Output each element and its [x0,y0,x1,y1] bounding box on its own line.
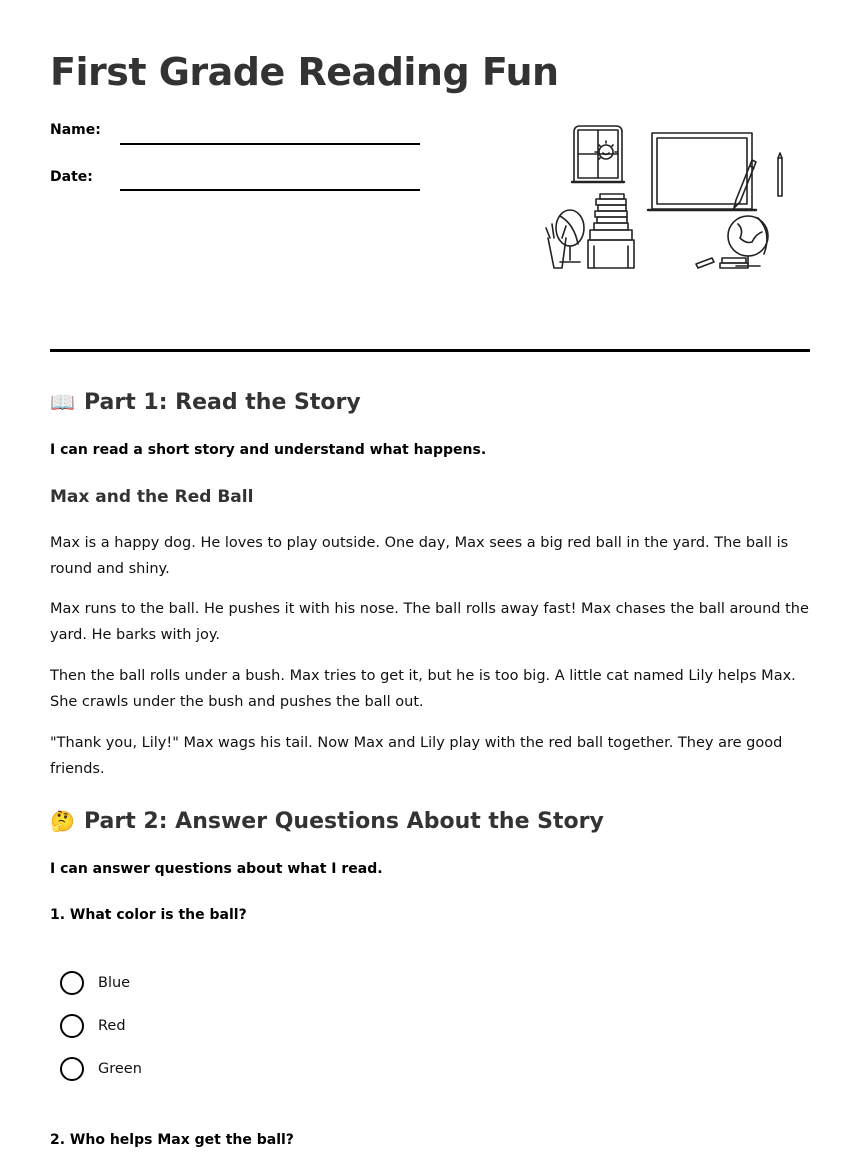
whiteboard-icon [648,133,756,210]
part2-heading [50,809,604,834]
part1-heading [50,390,361,415]
book-icon: 📖 [50,390,75,414]
page-title: First Grade Reading Fun [50,50,559,94]
date-label: Date: [50,169,93,185]
story-paragraph: Then the ball rolls under a bush. Max tries to get it, but he is too big. A little cat named Lily helps Max. She crawls under the bush and pushes the ball out. [50,668,796,710]
story-paragraph: Max is a happy dog. He loves to play outside. One day, Max sees a big red ball in the yard. The ball is round and shiny. [50,535,789,577]
classroom-illustration [540,120,790,275]
option-label: Red [98,1018,126,1034]
part1-heading-text: Part 1: Read the Story [84,390,361,415]
crayon-icon [696,258,714,268]
answer-option[interactable] [60,970,130,996]
thinking-face-icon: 🤔 [50,809,75,833]
window-icon [572,126,624,182]
date-line[interactable] [120,189,420,191]
books-icon [588,194,634,268]
story-paragraph: "Thank you, Lily!" Max wags his tail. Now Max and Lily play with the red ball together. They are good friends. [50,735,783,777]
part1-goal: I can read a short story and understand what happens. [50,442,487,458]
option-label: Blue [98,975,131,991]
plant-icon [546,210,584,268]
question-1: 1. What color is the ball? [50,907,247,923]
section-divider [50,349,810,352]
part2-goal: I can answer questions about what I read. [50,861,383,877]
story-title: Max and the Red Ball [50,487,254,507]
name-line[interactable] [120,143,420,145]
part2-heading-text: Part 2: Answer Questions About the Story [84,809,604,834]
radio-button[interactable] [60,1057,84,1081]
radio-button[interactable] [60,971,84,995]
answer-option[interactable] [60,1056,142,1082]
pencil-standing-icon [778,153,782,196]
radio-button[interactable] [60,1014,84,1038]
option-label: Green [98,1061,142,1077]
story-paragraph: Max runs to the ball. He pushes it with his nose. The ball rolls away fast! Max chases the ball around the yard. He barks with joy. [50,601,809,643]
question-2: 2. Who helps Max get the ball? [50,1132,294,1148]
name-label: Name: [50,122,101,138]
answer-option[interactable] [60,1013,126,1039]
